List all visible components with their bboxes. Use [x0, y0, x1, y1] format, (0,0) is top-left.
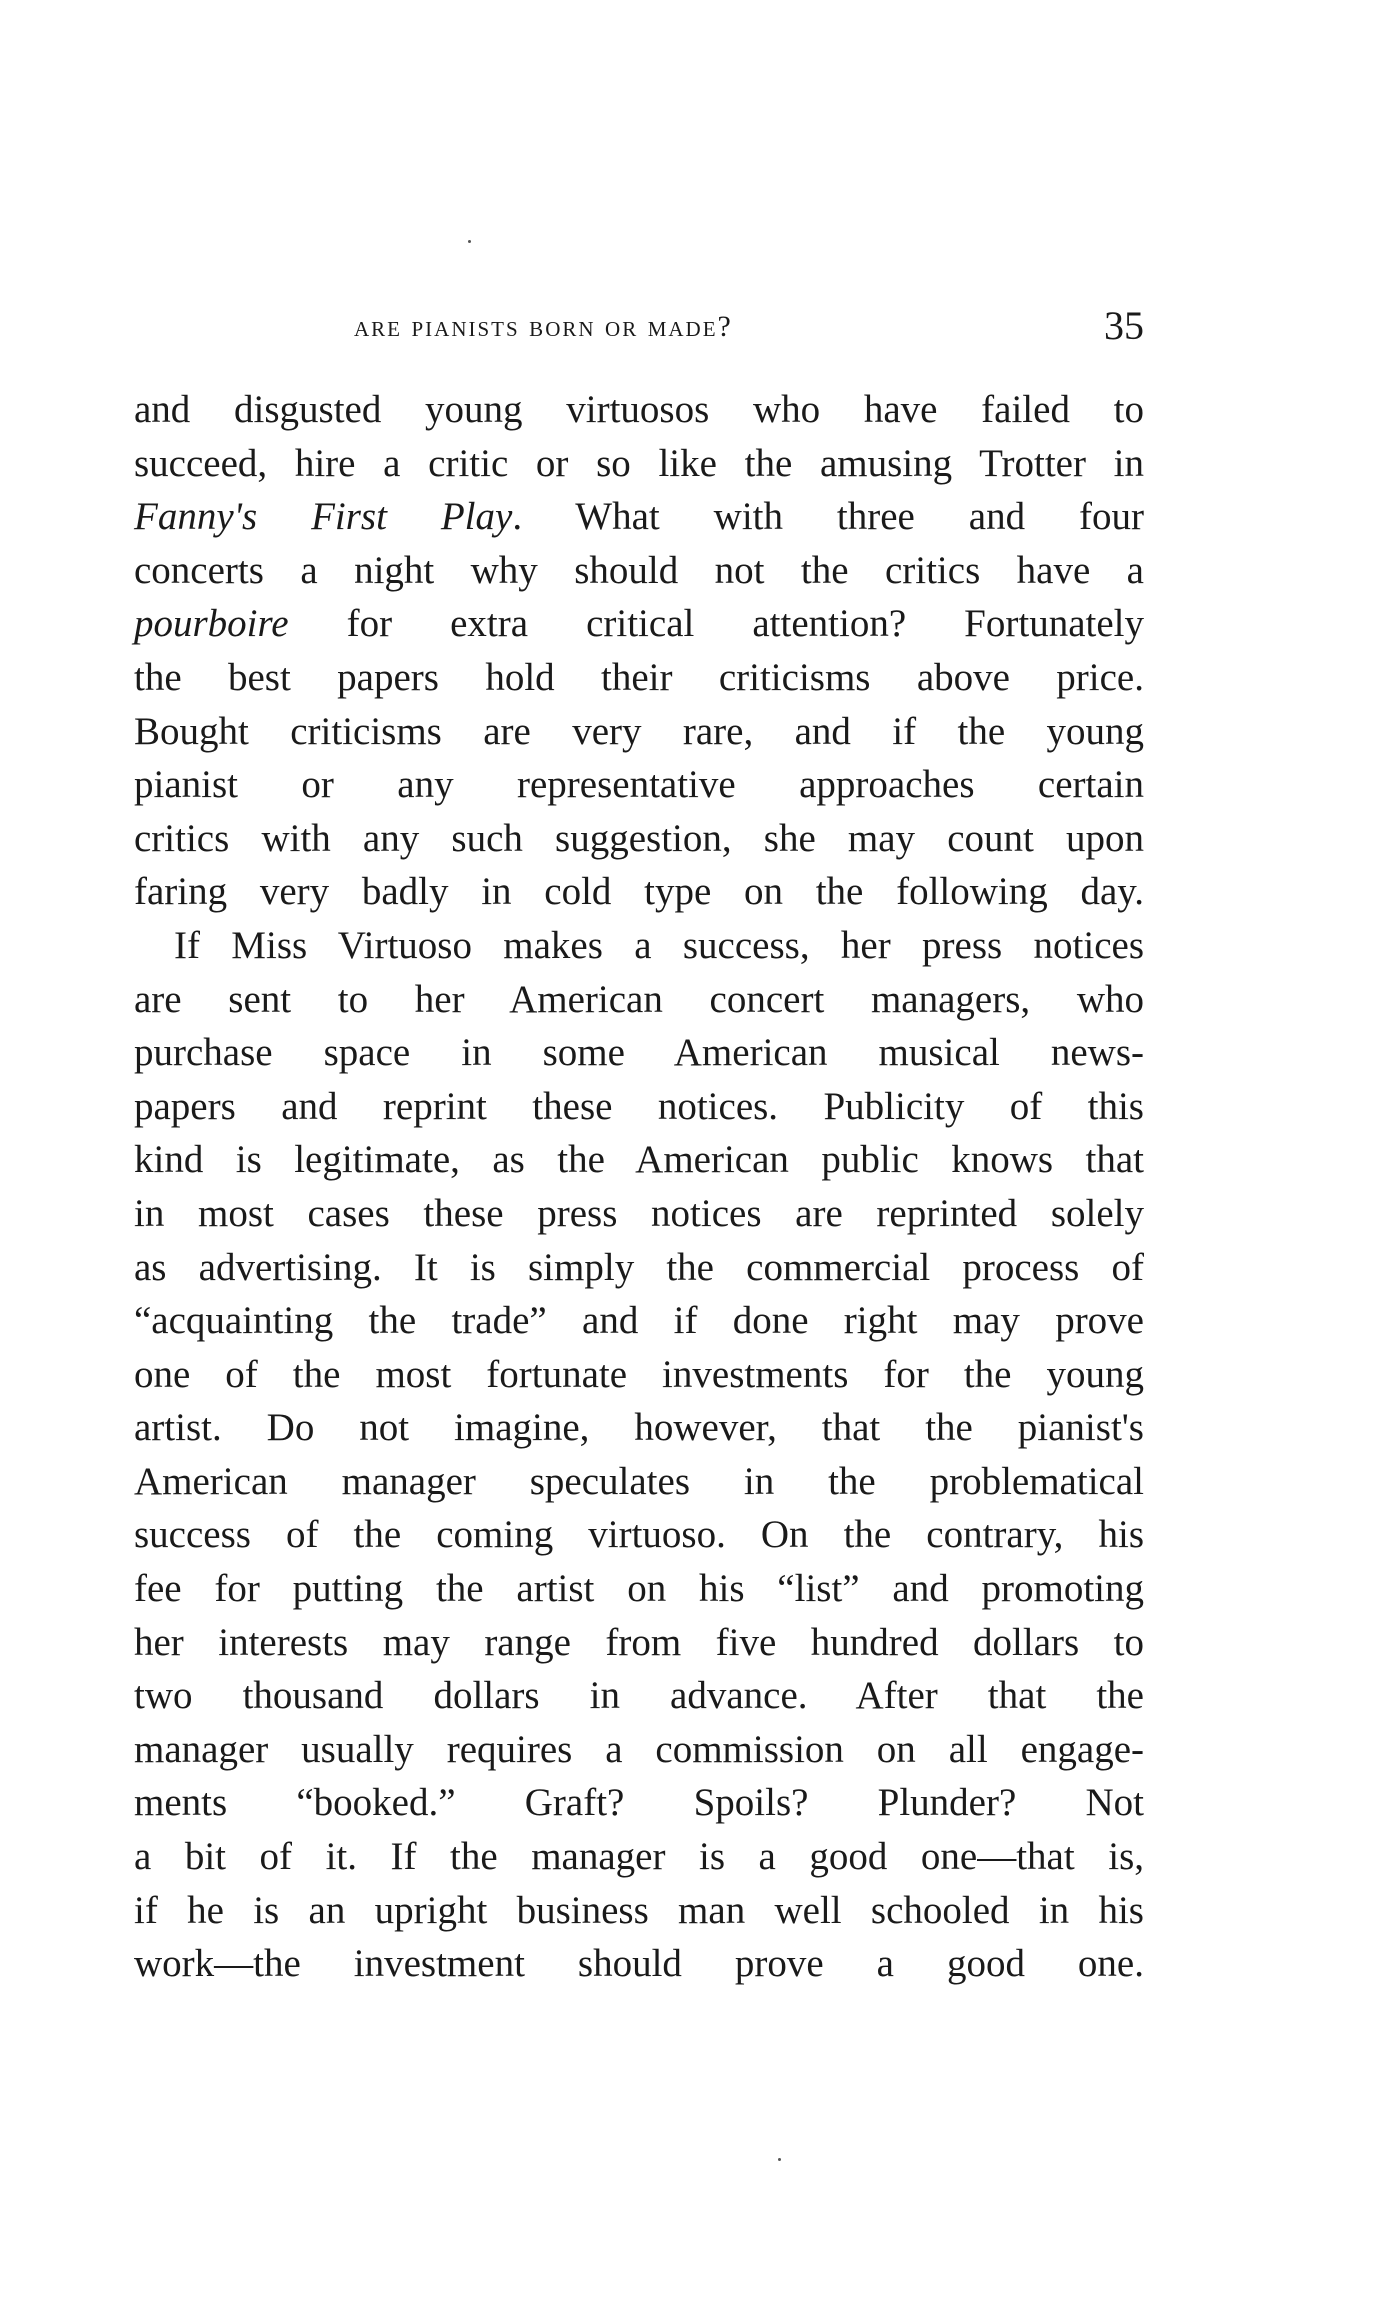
text-line: fee for putting the artist on his “list” and promoting: [134, 1567, 1144, 1611]
text-line: two thousand dollars in advance. After that the: [134, 1674, 1144, 1718]
text-line: a bit of it. If the manager is a good one—that is,: [134, 1835, 1144, 1879]
text-line: concerts a night why should not the critics have a: [134, 548, 1144, 592]
text-line: purchase space in some American musical news-: [134, 1031, 1144, 1075]
body-text: [134, 383, 1144, 1991]
italic-phrase: pourboire: [134, 602, 289, 646]
text-line: one of the most fortunate investments for the young: [134, 1352, 1144, 1396]
text-line: success of the coming virtuoso. On the contrary, his: [134, 1513, 1144, 1557]
text-line: kind is legitimate, as the American public knows that: [134, 1138, 1144, 1182]
text-line: ments “booked.” Graft? Spoils? Plunder? Not: [134, 1781, 1144, 1825]
text-line: “acquainting the trade” and if done right may prove: [134, 1299, 1144, 1343]
text-line: work—the investment should prove a good one.: [134, 1942, 1144, 1986]
text-line: critics with any such suggestion, she may count upon: [134, 816, 1144, 860]
text-line: in most cases these press notices are reprinted solely: [134, 1191, 1144, 1235]
text-line: succeed, hire a critic or so like the amusing Trotter in: [134, 441, 1144, 485]
running-head: [134, 302, 1144, 352]
text-line: If Miss Virtuoso makes a success, her press notices: [174, 923, 1144, 967]
paper-speck: [468, 240, 471, 243]
text-line: artist. Do not imagine, however, that the pianist's: [134, 1406, 1144, 1450]
paper-speck: [778, 2158, 781, 2161]
text-line: American manager speculates in the problematical: [134, 1459, 1144, 1503]
text-line: are sent to her American concert managers, who: [134, 977, 1144, 1021]
running-title: are pianists born or made?: [354, 310, 733, 343]
text-line: if he is an upright business man well schooled in his: [134, 1888, 1144, 1932]
text-line: Bought criticisms are very rare, and if the young: [134, 709, 1144, 753]
text-line: her interests may range from five hundred dollars to: [134, 1620, 1144, 1664]
page-number: 35: [1104, 303, 1144, 348]
text-line: papers and reprint these notices. Publicity of this: [134, 1084, 1144, 1128]
text-line: pianist or any representative approaches certain: [134, 763, 1144, 807]
text-line: Fanny's First Play. What with three and four: [134, 495, 1144, 539]
text-line: faring very badly in cold type on the following day.: [134, 870, 1144, 914]
italic-phrase: Fanny's First Play: [134, 495, 513, 539]
text-line: the best papers hold their criticisms above price.: [134, 655, 1144, 699]
text-line: and disgusted young virtuosos who have failed to: [134, 388, 1144, 431]
text-line: manager usually requires a commission on all engage-: [134, 1727, 1144, 1771]
text-line: pourboire for extra critical attention? Fortunately: [134, 602, 1144, 646]
text-line: as advertising. It is simply the commercial process of: [134, 1245, 1144, 1289]
